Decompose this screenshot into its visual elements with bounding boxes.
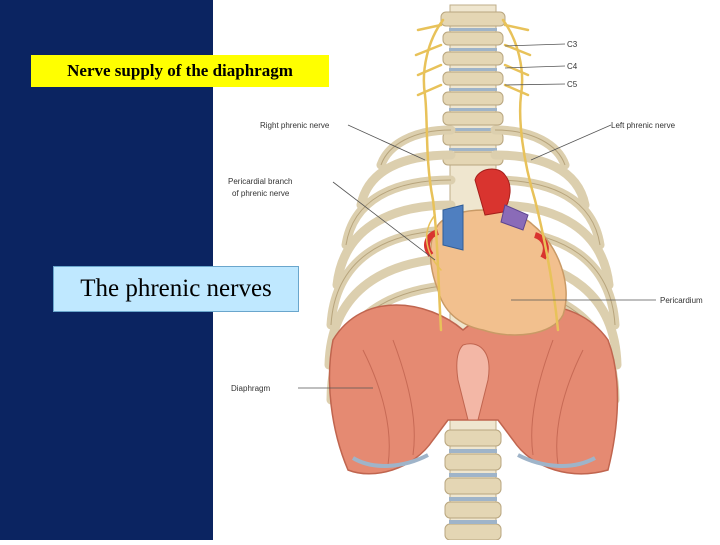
slide-subtitle: The phrenic nerves [80, 275, 272, 302]
label-pericardial-branch: Pericardial branch [228, 177, 293, 186]
slide-title: Nerve supply of the diaphragm [67, 61, 293, 80]
label-c4: C4 [567, 62, 578, 71]
label-c3: C3 [567, 40, 578, 49]
label-left-phrenic-nerve: Left phrenic nerve [611, 121, 676, 130]
slide-subtitle-box [53, 266, 299, 312]
label-pericardium: Pericardium [660, 296, 703, 305]
label-pericardial-branch-line2: of phrenic nerve [232, 189, 290, 198]
label-diaphragm: Diaphragm [231, 384, 271, 393]
slide-title-box [31, 55, 329, 87]
label-c5: C5 [567, 80, 578, 89]
label-right-phrenic-nerve: Right phrenic nerve [260, 121, 330, 130]
